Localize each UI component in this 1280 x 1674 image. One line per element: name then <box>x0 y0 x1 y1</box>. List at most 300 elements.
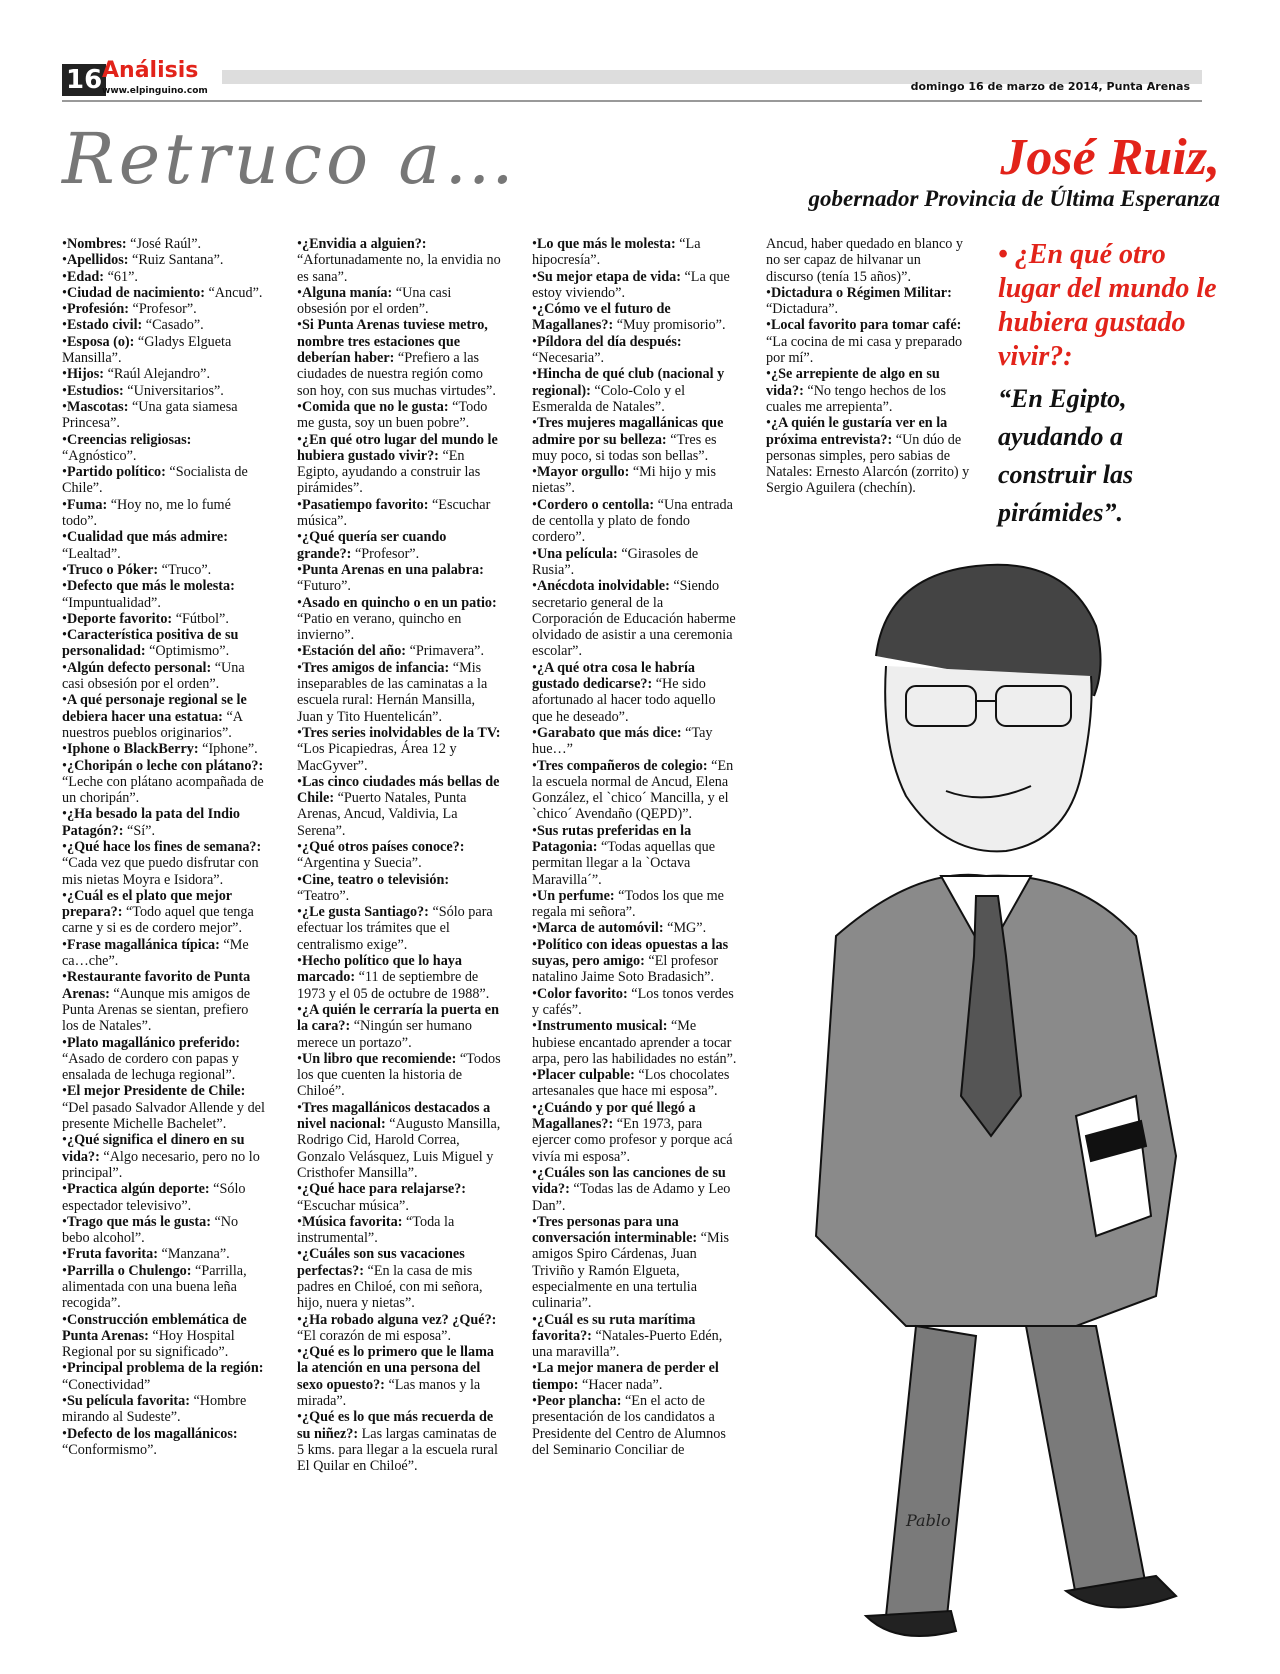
qa-question: Cine, teatro o televisión: <box>301 871 450 888</box>
qa-answer: “Los chocolates artesanales que hace mi esposa”. <box>532 1067 730 1100</box>
qa-answer: “Los Picapiedras, Área 12 y MacGyver”. <box>297 741 457 774</box>
qa-item <box>766 236 971 285</box>
qa-item: •Nombres: “José Raúl”. <box>62 236 202 252</box>
qa-item: •Tres mujeres magallánicas que admire por su belleza: “Tres es muy poco, si todas son bellas”. <box>532 415 724 464</box>
qa-question: Truco o Póker: <box>66 561 159 578</box>
qa-answer: “MG”. <box>667 920 707 937</box>
qa-question: ¿Qué otros países conoce?: <box>301 838 465 855</box>
qa-item: •Pasatiempo favorito: “Escuchar música”. <box>297 496 491 530</box>
qa-item: •Anécdota inolvidable: “Siendo secretario general de la Corporación de Educación haberme olvidado de asistir a una ceremonia escolar”. <box>532 578 736 660</box>
qa-answer: “Universitarios”. <box>127 382 224 399</box>
qa-question: ¿Envidia a alguien?: <box>301 236 427 252</box>
qa-answer: “Raúl Alejandro”. <box>107 366 210 383</box>
qa-item: •Instrumento musical: “Me hubiese encantado aprender a tocar arpa, pero las habilidades no están”. <box>532 1018 737 1067</box>
qa-item: •Cualidad que más admire: “Lealtad”. <box>62 529 228 562</box>
qa-question: Apellidos: <box>66 252 129 269</box>
qa-item: •La mejor manera de perder el tiempo: “Hacer nada”. <box>532 1360 719 1393</box>
qa-question: Profesión: <box>66 301 129 318</box>
qa-item: •¿Ha robado alguna vez? ¿Qué?: “El corazón de mi esposa”. <box>297 1311 497 1344</box>
qa-question: Característica positiva de su personalidad: <box>62 627 239 660</box>
qa-item: •Marca de automóvil: “MG”. <box>532 920 707 937</box>
qa-question: Si Punta Arenas tuviese metro, nombre tres estaciones que deberían haber: <box>297 317 488 367</box>
qa-question: ¿Se arrepiente de algo en su vida?: <box>766 366 940 399</box>
qa-answer: “Colo-Colo y el Esmeralda de Natales”. <box>532 382 686 415</box>
interviewee-name: José Ruiz, <box>1000 129 1220 186</box>
qa-question: ¿Cuándo y por qué llegó a Magallanes?: <box>532 1099 696 1133</box>
qa-answer: “He sido afortunado al hacer todo aquello que he deseado”. <box>532 676 716 725</box>
qa-item: •¿Ha besado la pata del Indio Patagón?: “Sí”. <box>62 806 241 839</box>
highlight-quote <box>998 238 1223 532</box>
qa-answer: “Primavera”. <box>409 643 485 660</box>
qa-answer: “En la casa de mis padres en Chiloé, con mi señora, hijo, nuera y nietas”. <box>297 1262 483 1312</box>
qa-answer: “Conformismo”. <box>62 1441 157 1458</box>
qa-question: Tres compañeros de colegio: <box>536 757 708 774</box>
qa-item: •Cordero o centolla: “Una entrada de centolla y plato de fondo cordero”. <box>532 496 733 546</box>
qa-question: ¿Qué es lo que más recuerda de su niñez?: <box>297 1409 494 1442</box>
qa-answer: “En Egipto, ayudando a construir las pirámides”. <box>297 447 481 497</box>
qa-item: •Un libro que recomiende: “Todos los que cuenten la historia de Chiloé”. <box>297 1050 501 1100</box>
qa-question: Instrumento musical: <box>536 1018 668 1035</box>
qa-answer: “Augusto Mansilla, Rodrigo Cid, Harold Correa, Gonzalo Velásquez, Luis Miguel y Cristhofer Mansilla”. <box>297 1116 501 1181</box>
qa-item: •¿Qué es lo que más recuerda de su niñez?: Las largas caminatas de 5 kms. para llegar a la escuela rural El Quilar en Chiloé”. <box>297 1409 498 1475</box>
qa-answer: “Todas las de Adamo y Leo Dan”. <box>532 1181 731 1214</box>
qa-question: Tres magallánicos destacados a nivel nacional: <box>297 1099 491 1133</box>
qa-question: ¿Qué hace los fines de semana?: <box>66 838 262 855</box>
qa-item: •Fuma: “Hoy no, me lo fumé todo”. <box>62 496 231 530</box>
qa-question: Estudios: <box>66 382 124 399</box>
qa-item: •Partido político: “Socialista de Chile”. <box>62 464 248 497</box>
qa-item: •Tres magallánicos destacados a nivel nacional: “Augusto Mansilla, Rodrigo Cid, Harold Correa, Gonzalo Velásquez, Luis Miguel y Cristhofer Mansilla”. <box>297 1099 501 1181</box>
qa-item: •Lo que más le molesta: “La hipocresía”. <box>532 236 701 269</box>
qa-answer: “Aunque mis amigos de Punta Arenas se sientan, prefiero los de Natales”. <box>62 985 251 1035</box>
qa-question: ¿Ha robado alguna vez? ¿Qué?: <box>301 1311 497 1328</box>
qa-question: Un libro que recomiende: <box>301 1050 457 1067</box>
qa-answer: “Leche con plátano acompañada de un choripán”. <box>62 773 264 807</box>
qa-item: •Música favorita: “Toda la instrumental”. <box>297 1213 455 1247</box>
qa-question: Mascotas: <box>66 398 129 415</box>
qa-question: Placer culpable: <box>536 1067 635 1084</box>
qa-item: •A qué personaje regional se le debiera hacer una estatua: “A nuestros pueblos originarios”. <box>62 692 247 741</box>
qa-item: •¿Qué hace los fines de semana?: “Cada vez que puedo disfrutar con mis nietas Moyra e Isidora”. <box>62 838 262 888</box>
qa-question: Mayor orgullo: <box>536 464 630 481</box>
qa-answer: “Tres es muy poco, si todas son bellas”. <box>532 431 717 464</box>
qa-question: Color favorito: <box>536 985 628 1002</box>
qa-answer: “Lealtad”. <box>62 545 121 562</box>
qa-answer: “Mi hijo y mis nietas”. <box>532 464 717 497</box>
qa-question: Partido político: <box>66 464 166 481</box>
qa-answer: “Girasoles de Rusia”. <box>532 545 699 578</box>
qa-answer: “Hombre mirando al Sudeste”. <box>62 1393 247 1426</box>
qa-answer: “La cocina de mi casa y preparado por mí”. <box>766 333 963 367</box>
column-3 <box>532 236 737 1458</box>
qa-question: Fruta favorita: <box>66 1246 158 1263</box>
qa-question: Principal problema de la región: <box>66 1360 264 1377</box>
qa-item: •¿Le gusta Santiago?: “Sólo para efectuar los trámites que el centralismo exige”. <box>297 904 493 953</box>
qa-item: •Construcción emblemática de Punta Arenas: “Hoy Hospital Regional por su significado”. <box>62 1311 247 1361</box>
qa-answer: “El corazón de mi esposa”. <box>297 1327 452 1344</box>
qa-answer: “En 1973, para ejercer como profesor y porque acá vivía mi esposa”. <box>532 1116 733 1165</box>
qa-question: ¿Qué es lo primero que le llama la atención en una persona del sexo opuesto?: <box>297 1344 495 1393</box>
qa-question: La mejor manera de perder el tiempo: <box>532 1360 719 1393</box>
qa-item: •Trago que más le gusta: “No bebo alcohol”. <box>62 1213 239 1247</box>
qa-item: •Defecto que más le molesta: “Impuntualidad”. <box>62 578 235 611</box>
qa-question: Hincha de qué club (nacional y regional): <box>532 366 725 399</box>
qa-answer: “Sólo para efectuar los trámites que el centralismo exige”. <box>297 904 493 953</box>
qa-question: Iphone o BlackBerry: <box>66 741 199 758</box>
qa-answer: “Natales-Puerto Edén, una maravilla”. <box>532 1327 723 1361</box>
qa-item: •¿Cuáles son las canciones de su vida?: “Todas las de Adamo y Leo Dan”. <box>532 1164 731 1214</box>
qa-item: •Mayor orgullo: “Mi hijo y mis nietas”. <box>532 464 717 497</box>
qa-question: Político con ideas opuestas a las suyas, pero amigo: <box>532 936 729 970</box>
qa-item: •Esposa (o): “Gladys Elgueta Mansilla”. <box>62 333 232 367</box>
qa-item: •¿Qué es lo primero que le llama la atención en una persona del sexo opuesto?: “Las manos y la mirada”. <box>297 1344 495 1410</box>
qa-answer: “Teatro”. <box>297 887 350 904</box>
qa-question: ¿Cuál es el plato que mejor prepara?: <box>62 887 232 921</box>
qa-answer: “Sólo espectador televisivo”. <box>62 1181 246 1214</box>
qa-answer: “Muy promisorio”. <box>616 317 726 334</box>
qa-question: ¿A quién le gustaría ver en la próxima entrevista?: <box>766 415 948 448</box>
qa-item: •Tres amigos de infancia: “Mis inseparables de las caminatas a la escuela rural: Hernán Mansilla, Juan y Tito Huentelicán”. <box>297 659 488 725</box>
qa-question: Estado civil: <box>66 317 143 334</box>
qa-answer: “Gladys Elgueta Mansilla”. <box>62 333 232 367</box>
qa-answer: “Manzana”. <box>161 1246 230 1263</box>
qa-item: •Defecto de los magallánicos: “Conformismo”. <box>62 1425 238 1458</box>
qa-answer: “Prefiero a las ciudades de nuestra región como son hoy, con sus muchas virtudes”. <box>297 350 496 399</box>
interviewee-role: gobernador Provincia de Última Esperanza <box>808 186 1220 211</box>
qa-item: •Hincha de qué club (nacional y regional): “Colo-Colo y el Esmeralda de Natales”. <box>532 366 725 415</box>
qa-question: Ciudad de nacimiento: <box>66 284 205 301</box>
qa-item: •Mascotas: “Una gata siamesa Princesa”. <box>62 398 238 432</box>
qa-question: Música favorita: <box>301 1213 403 1230</box>
qa-item: •Restaurante favorito de Punta Arenas: “Aunque mis amigos de Punta Arenas se sientan, prefiero los de Natales”. <box>62 969 251 1035</box>
qa-item: •Profesión: “Profesor”. <box>62 301 197 318</box>
qa-answer: “Todo aquel que tenga carne y si es de cordero mejor”. <box>62 904 254 937</box>
qa-item: •Iphone o BlackBerry: “Iphone”. <box>62 741 258 758</box>
qa-item: •¿A quién le cerraría la puerta en la cara?: “Ningún ser humano merece un portazo”. <box>297 1001 499 1051</box>
qa-item: •¿Qué significa el dinero en su vida?: “Algo necesario, pero no lo principal”. <box>62 1132 260 1181</box>
qa-item: •Su película favorita: “Hombre mirando al Sudeste”. <box>62 1393 247 1426</box>
qa-item: •El mejor Presidente de Chile: “Del pasado Salvador Allende y del presente Michelle Bachelet”. <box>62 1083 265 1133</box>
qa-answer: “61”. <box>107 268 138 285</box>
qa-question: Su mejor etapa de vida: <box>536 268 681 285</box>
qa-answer: “Un dúo de personas simples, pero sabias de Natales: Ernesto Alarcón (zorrito) y Sergio Aguilera (chechín). <box>766 431 970 497</box>
qa-item: •Color favorito: “Los tonos verdes y cafés”. <box>532 985 734 1018</box>
qa-question: Cualidad que más admire: <box>66 529 228 546</box>
qa-item: •Deporte favorito: “Fútbol”. <box>62 610 229 627</box>
qa-answer: “Ancud”. <box>208 284 263 301</box>
qa-item: •Algún defecto personal: “Una casi obsesión por el orden”. <box>62 659 245 693</box>
qa-question: Lo que más le molesta: <box>536 236 676 252</box>
qa-question: ¿Qué hace para relajarse?: <box>301 1181 467 1198</box>
qa-question: Peor plancha: <box>536 1393 622 1410</box>
qa-answer: “Algo necesario, pero no lo principal”. <box>62 1148 260 1181</box>
qa-question: Practica algún deporte: <box>66 1181 210 1198</box>
qa-answer: “A nuestros pueblos originarios”. <box>62 708 243 741</box>
qa-answer: Las largas caminatas de 5 kms. para llegar a la escuela rural El Quilar en Chiloé”. <box>297 1425 498 1475</box>
qa-item: •Alguna manía: “Una casi obsesión por el orden”. <box>297 284 452 318</box>
qa-answer: “Patio en verano, quincho en invierno”. <box>297 610 462 644</box>
qa-question: A qué personaje regional se le debiera hacer una estatua: <box>62 692 247 725</box>
qa-question: Esposa (o): <box>66 333 135 350</box>
qa-answer: “Una gata siamesa Princesa”. <box>62 398 238 432</box>
qa-answer: “Me ca…che”. <box>62 936 249 970</box>
qa-answer: “Mis inseparables de las caminatas a la escuela rural: Hernán Mansilla, Juan y Tito Huentelicán”. <box>297 659 488 725</box>
qa-answer: “Futuro”. <box>297 578 351 595</box>
qa-question: Alguna manía: <box>301 284 393 301</box>
qa-question: Su película favorita: <box>66 1393 190 1410</box>
qa-item: •Plato magallánico preferido: “Asado de cordero con papas y ensalada de lechuga regional”. <box>62 1034 241 1084</box>
qa-question: Dictadura o Régimen Militar: <box>770 284 952 301</box>
qa-item: •Estado civil: “Casado”. <box>62 317 204 334</box>
qa-question: ¿A quién le cerraría la puerta en la cara?: <box>297 1001 499 1035</box>
qa-question: Marca de automóvil: <box>536 920 664 937</box>
qa-answer: “Los tonos verdes y cafés”. <box>532 985 734 1018</box>
qa-item: •Píldora del día después: “Necesaria”. <box>532 333 682 367</box>
qa-item: •Hijos: “Raúl Alejandro”. <box>62 366 210 383</box>
qa-answer: “Todos los que cuenten la historia de Chiloé”. <box>297 1050 501 1100</box>
qa-answer: “Casado”. <box>145 317 204 334</box>
qa-answer: “Asado de cordero con papas y ensalada de lechuga regional”. <box>62 1050 239 1084</box>
qa-question: Construcción emblemática de Punta Arenas: <box>62 1311 247 1344</box>
qa-answer: “Todas aquellas que permitan llegar a la `Octava Maravilla´”. <box>532 838 716 888</box>
qa-answer: “Una entrada de centolla y plato de fondo cordero”. <box>532 496 733 546</box>
qa-answer: “Socialista de Chile”. <box>62 464 248 497</box>
qa-question: Edad: <box>66 268 105 285</box>
qa-question: Tres personas para una conversación interminable: <box>532 1213 698 1247</box>
qa-question: Restaurante favorito de Punta Arenas: <box>62 969 251 1002</box>
qa-item: •Fruta favorita: “Manzana”. <box>62 1246 230 1263</box>
qa-question: ¿Cuáles son sus vacaciones perfectas?: <box>297 1246 465 1279</box>
qa-item: •¿Cuáles son sus vacaciones perfectas?: “En la casa de mis padres en Chiloé, con mi señora, hijo, nuera y nietas”. <box>297 1246 483 1312</box>
qa-answer: “Una casi obsesión por el orden”. <box>62 659 245 693</box>
qa-item: •¿Qué hace para relajarse?: “Escuchar música”. <box>297 1181 467 1214</box>
qa-answer: “Ruiz Santana”. <box>132 252 224 269</box>
qa-answer: “Optimismo”. <box>149 643 230 660</box>
page-header <box>62 50 1202 100</box>
qa-item: •Político con ideas opuestas a las suyas, pero amigo: “El profesor natalino Jaime Soto Bradasich”. <box>532 936 729 986</box>
qa-answer: “Puerto Natales, Punta Arenas, Ancud, Valdivia, La Serena”. <box>297 790 467 839</box>
caricature-illustration <box>776 536 1216 1666</box>
page-number: 16 <box>62 64 106 96</box>
qa-item: •Hecho político que lo haya marcado: “11 de septiembre de 1973 y el 05 de octubre de 1988”. <box>297 953 490 1002</box>
qa-question: ¿Ha besado la pata del Indio Patagón?: <box>62 806 241 839</box>
qa-item: •¿En qué otro lugar del mundo le hubiera gustado vivir?: “En Egipto, ayudando a construir las pirámides”. <box>297 431 498 497</box>
qa-item: •Una película: “Girasoles de Rusia”. <box>532 545 699 578</box>
qa-item: •¿Se arrepiente de algo en su vida?: “No tengo hechos de los cuales me arrepienta”. <box>766 366 947 415</box>
qa-answer: “Toda la instrumental”. <box>297 1213 455 1247</box>
qa-answer: “La que estoy viviendo”. <box>532 268 730 301</box>
qa-answer: “Dictadura”. <box>766 301 839 318</box>
qa-item: •Ciudad de nacimiento: “Ancud”. <box>62 284 263 301</box>
qa-answer: “José Raúl”. <box>130 236 202 252</box>
qa-question: Las cinco ciudades más bellas de Chile: <box>297 773 500 807</box>
qa-question: ¿Cómo ve el futuro de Magallanes?: <box>532 301 671 334</box>
qa-answer: “La hipocresía”. <box>532 236 701 269</box>
qa-question: El mejor Presidente de Chile: <box>66 1083 246 1100</box>
qa-question: ¿Qué significa el dinero en su vida?: <box>62 1132 245 1165</box>
qa-item: •¿Cuál es su ruta marítima favorita?: “Natales-Puerto Edén, una maravilla”. <box>532 1311 723 1361</box>
qa-question: Hijos: <box>66 366 105 383</box>
qa-answer: “Argentina y Suecia”. <box>297 855 422 872</box>
qa-item: •Las cinco ciudades más bellas de Chile: “Puerto Natales, Punta Arenas, Ancud, Valdivia, La Serena”. <box>297 773 500 839</box>
qa-question: Tres series inolvidables de la TV: <box>301 724 501 741</box>
qa-question: Sus rutas preferidas en la Patagonia: <box>532 822 692 855</box>
highlight-question: • ¿En qué otro lugar del mundo le hubiera gustado vivir?: <box>998 239 1217 372</box>
qa-answer: “En la escuela normal de Ancud, Elena González, el `chico´ Mancilla, y el `chico´ Avendaño (QEPD)”. <box>532 757 734 823</box>
qa-item: •Característica positiva de su personalidad: “Optimismo”. <box>62 627 239 660</box>
qa-answer: “Impuntualidad”. <box>62 594 161 611</box>
qa-answer: “Escuchar música”. <box>297 496 491 530</box>
qa-item: •¿A quién le gustaría ver en la próxima entrevista?: “Un dúo de personas simples, pero sabias de Natales: Ernesto Alarcón (zorrito) y Sergio Aguilera (chechín). <box>766 415 970 497</box>
qa-answer: “Todos los que me regala mi señora”. <box>532 887 724 921</box>
qa-item: •Su mejor etapa de vida: “La que estoy viviendo”. <box>532 268 730 301</box>
qa-question: Garabato que más dice: <box>536 724 682 741</box>
qa-item: •¿A qué otra cosa le habría gustado dedicarse?: “He sido afortunado al hacer todo aquello que he deseado”. <box>532 659 716 725</box>
qa-question: Punta Arenas en una palabra: <box>301 561 484 578</box>
qa-question: ¿Le gusta Santiago?: <box>301 904 429 921</box>
qa-question: Comida que no le gusta: <box>301 398 449 415</box>
qa-question: Cordero o centolla: <box>536 496 655 513</box>
qa-answer: Ancud, haber quedado en blanco y no ser capaz de hilvanar un discurso (tenía 15 años)”. <box>766 236 963 285</box>
qa-answer: “Sí”. <box>127 822 156 839</box>
artist-signature: Pablo <box>906 1511 951 1530</box>
qa-item: •¿Choripán o leche con plátano?: “Leche con plátano acompañada de un choripán”. <box>62 757 264 807</box>
qa-question: Defecto de los magallánicos: <box>66 1425 238 1442</box>
qa-question: Frase magallánica típica: <box>66 936 220 953</box>
qa-question: Un perfume: <box>536 887 615 904</box>
qa-answer: “No bebo alcohol”. <box>62 1213 239 1247</box>
qa-item: •Placer culpable: “Los chocolates artesanales que hace mi esposa”. <box>532 1067 730 1100</box>
qa-answer: “Iphone”. <box>202 741 258 758</box>
qa-item: •Edad: “61”. <box>62 268 138 285</box>
qa-answer: “Me hubiese encantado aprender a tocar arpa, pero las habilidades no están”. <box>532 1018 737 1067</box>
qa-question: ¿Choripán o leche con plátano?: <box>66 757 264 774</box>
qa-question: Fuma: <box>66 496 108 513</box>
header-rule <box>62 100 1202 102</box>
qa-answer: “Cada vez que puedo disfrutar con mis nietas Moyra e Isidora”. <box>62 855 259 888</box>
qa-answer: “Afortunadamente no, la envidia no es sana”. <box>297 252 501 285</box>
qa-item: •Practica algún deporte: “Sólo espectador televisivo”. <box>62 1181 246 1214</box>
qa-answer: “Una casi obsesión por el orden”. <box>297 284 452 318</box>
qa-question: ¿Cuáles son las canciones de su vida?: <box>532 1164 726 1198</box>
qa-question: ¿En qué otro lugar del mundo le hubiera gustado vivir?: <box>297 431 498 464</box>
qa-item: •Tres compañeros de colegio: “En la escuela normal de Ancud, Elena González, el `chico´ Mancilla, y el `chico´ Avendaño (QEPD)”. <box>532 757 734 823</box>
qa-item: •Parrilla o Chulengo: “Parrilla, alimentada con una buena leña recogida”. <box>62 1262 247 1312</box>
qa-item: •¿Cuándo y por qué llegó a Magallanes?: “En 1973, para ejercer como profesor y porque acá vivía mi esposa”. <box>532 1099 733 1165</box>
qa-question: ¿Cuál es su ruta marítima favorita?: <box>532 1311 696 1344</box>
qa-answer: “Las manos y la mirada”. <box>297 1376 481 1410</box>
qa-answer: “Parrilla, alimentada con una buena leña recogida”. <box>62 1262 247 1312</box>
qa-question: Creencias religiosas: <box>66 431 192 448</box>
qa-item: •Local favorito para tomar café: “La cocina de mi casa y preparado por mí”. <box>766 317 963 367</box>
qa-item: •¿Qué otros países conoce?: “Argentina y Suecia”. <box>297 838 465 872</box>
qa-question: Una película: <box>536 545 618 562</box>
qa-item: •Sus rutas preferidas en la Patagonia: “Todas aquellas que permitan llegar a la `Octava Maravilla´”. <box>532 822 716 888</box>
qa-item: •Creencias religiosas: “Agnóstico”. <box>62 431 192 464</box>
qa-answer: “Tay hue…” <box>532 724 713 758</box>
qa-item: •Comida que no le gusta: “Todo me gusta, soy un buen pobre”. <box>297 398 488 432</box>
qa-answer: “No tengo hechos de los cuales me arrepienta”. <box>766 382 947 415</box>
qa-item: •Si Punta Arenas tuviese metro, nombre tres estaciones que deberían haber: “Prefiero a las ciudades de nuestra región como son hoy, con sus muchas virtudes”. <box>297 317 496 399</box>
qa-answer: “Fútbol”. <box>175 610 229 627</box>
qa-question: ¿A qué otra cosa le habría gustado dedicarse?: <box>532 659 695 693</box>
qa-question: Pasatiempo favorito: <box>301 496 429 513</box>
qa-question: Estación del año: <box>301 643 407 660</box>
qa-answer: “Escuchar música”. <box>297 1197 409 1214</box>
qa-item: •Estación del año: “Primavera”. <box>297 643 485 660</box>
qa-item: •Truco o Póker: “Truco”. <box>62 561 212 578</box>
qa-item: •Principal problema de la región: “Conectividad” <box>62 1360 264 1393</box>
qa-item: •¿Qué quería ser cuando grande?: “Profesor”. <box>297 529 447 562</box>
qa-answer: “El profesor natalino Jaime Soto Bradasich”. <box>532 953 719 986</box>
qa-item: •Tres series inolvidables de la TV: “Los Picapiedras, Área 12 y MacGyver”. <box>297 724 501 774</box>
qa-answer: “Del pasado Salvador Allende y del presente Michelle Bachelet”. <box>62 1099 265 1133</box>
site-url[interactable]: www.elpinguino.com <box>102 86 208 96</box>
qa-item: •Estudios: “Universitarios”. <box>62 382 224 399</box>
qa-answer: “Hoy no, me lo fumé todo”. <box>62 496 231 530</box>
qa-question: Algún defecto personal: <box>66 659 212 676</box>
column-2 <box>297 236 502 1475</box>
qa-question: Píldora del día después: <box>536 333 682 350</box>
qa-answer: “Profesor”. <box>132 301 197 318</box>
qa-answer: “11 de septiembre de 1973 y el 05 de octubre de 1988”. <box>297 969 490 1002</box>
qa-item: •Asado en quincho o en un patio: “Patio en verano, quincho en invierno”. <box>297 594 497 644</box>
qa-answer: “Siendo secretario general de la Corporación de Educación haberme olvidado de asistir a una ceremonia escolar”. <box>532 578 736 660</box>
qa-answer: “Truco”. <box>161 561 212 578</box>
qa-item: •Apellidos: “Ruiz Santana”. <box>62 252 224 269</box>
qa-question: Nombres: <box>66 236 127 252</box>
qa-item: •Dictadura o Régimen Militar: “Dictadura”. <box>766 284 952 318</box>
column-4 <box>766 236 971 497</box>
qa-question: Hecho político que lo haya marcado: <box>297 953 462 986</box>
qa-question: Parrilla o Chulengo: <box>66 1262 192 1279</box>
qa-question: Anécdota inolvidable: <box>536 578 670 595</box>
qa-item: •¿Cómo ve el futuro de Magallanes?: “Muy promisorio”. <box>532 301 726 334</box>
qa-question: Tres amigos de infancia: <box>301 659 450 676</box>
qa-question: Defecto que más le molesta: <box>66 578 235 595</box>
qa-answer: “Ningún ser humano merece un portazo”. <box>297 1018 472 1051</box>
qa-answer: “Agnóstico”. <box>62 447 137 464</box>
qa-item: •Tres personas para una conversación interminable: “Mis amigos Spiro Cárdenas, Juan Triviño y Ramón Elgueta, especialmente en una tertulia culinaria”. <box>532 1213 730 1312</box>
qa-item: •Frase magallánica típica: “Me ca…che”. <box>62 936 249 970</box>
qa-question: Local favorito para tomar café: <box>770 317 962 334</box>
column-1 <box>62 236 267 1458</box>
qa-question: Trago que más le gusta: <box>66 1213 211 1230</box>
qa-answer: “Hoy Hospital Regional por su significado”. <box>62 1327 235 1361</box>
qa-item: •Cine, teatro o televisión: “Teatro”. <box>297 871 450 904</box>
dateline: domingo 16 de marzo de 2014, Punta Arenas <box>910 80 1190 93</box>
qa-item: •Peor plancha: “En el acto de presentación de los candidatos a Presidente del Centro de Alumnos del Seminario Conciliar de <box>532 1393 726 1458</box>
qa-answer: “Hacer nada”. <box>582 1376 663 1393</box>
qa-answer: “Todo me gusta, soy un buen pobre”. <box>297 398 488 432</box>
qa-answer: “En el acto de presentación de los candidatos a Presidente del Centro de Alumnos del Seminario Conciliar de <box>532 1393 726 1458</box>
qa-item: •Punta Arenas en una palabra: “Futuro”. <box>297 561 484 595</box>
qa-item: •¿Cuál es el plato que mejor prepara?: “Todo aquel que tenga carne y si es de cordero mejor”. <box>62 887 254 937</box>
qa-answer: “Conectividad” <box>62 1376 151 1393</box>
section-kicker: Retruco a… <box>62 118 519 200</box>
qa-answer: “Profesor”. <box>354 545 420 562</box>
qa-answer: “Necesaria”. <box>532 350 605 367</box>
qa-item: •Garabato que más dice: “Tay hue…” <box>532 724 713 758</box>
qa-question: Deporte favorito: <box>66 610 173 627</box>
qa-item: •Un perfume: “Todos los que me regala mi señora”. <box>532 887 724 921</box>
highlight-answer: “En Egipto, ayudando a construir las pirámides”. <box>998 384 1134 527</box>
qa-item: •¿Envidia a alguien?: “Afortunadamente no, la envidia no es sana”. <box>297 236 501 285</box>
qa-question: Asado en quincho o en un patio: <box>301 594 497 611</box>
section-brand: Análisis <box>102 58 199 83</box>
qa-question: Plato magallánico preferido: <box>66 1034 241 1051</box>
qa-answer: “Mis amigos Spiro Cárdenas, Juan Triviño y Ramón Elgueta, especialmente en una tertulia culinaria”. <box>532 1230 730 1312</box>
